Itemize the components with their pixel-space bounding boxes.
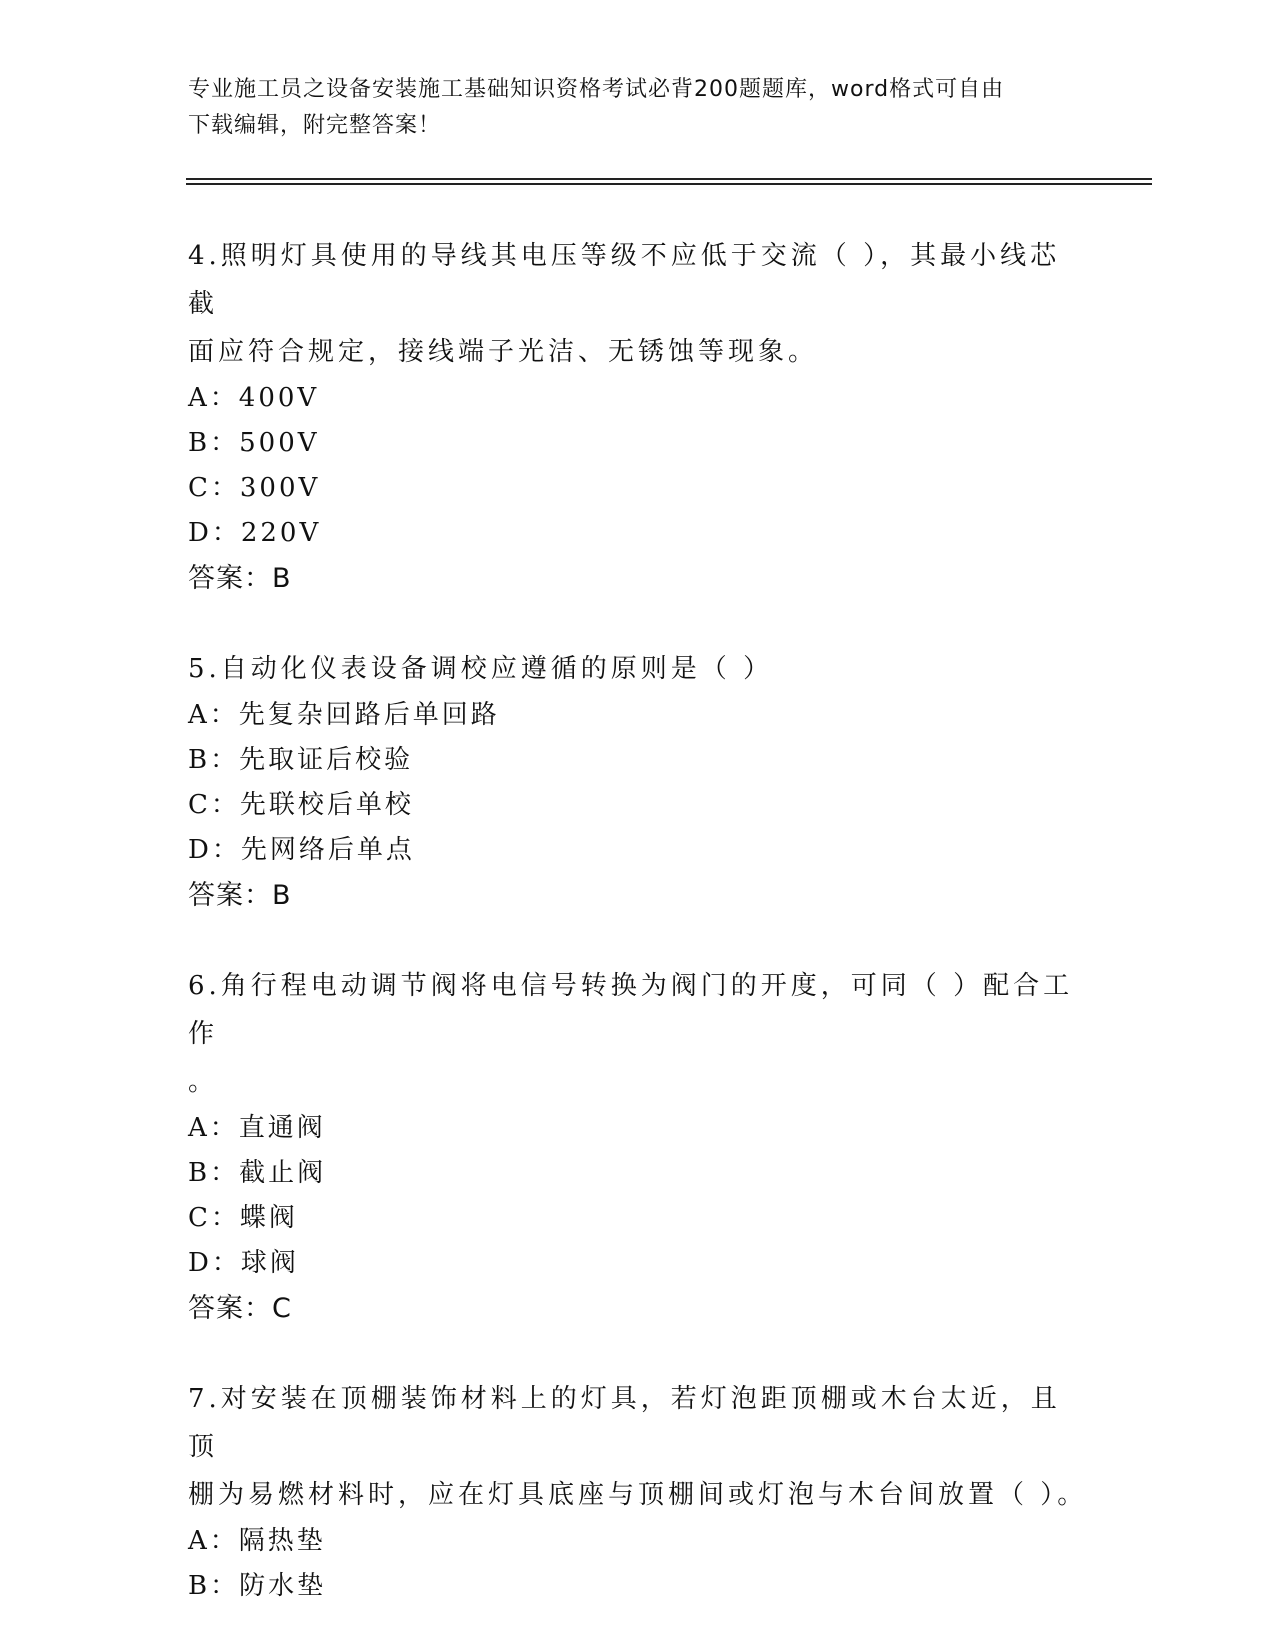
question-stem-line: 棚为易燃材料时，应在灯具底座与顶棚间或灯泡与木台间放置（ ）。 (188, 1480, 1088, 1510)
option-c: C：蝶阀 (188, 1203, 298, 1233)
option-a: A：400V (188, 383, 320, 413)
header-line-2: 下载编辑，附完整答案！ (188, 113, 442, 138)
option-a: A：隔热垫 (188, 1526, 326, 1556)
question-stem-line: 。 (188, 1067, 219, 1097)
option-c: C：先联校后单校 (188, 790, 414, 820)
header-divider-bottom (186, 183, 1152, 185)
option-b: B：500V (188, 428, 320, 458)
question-6 (188, 962, 1088, 1332)
question-stem-line: 6.角行程电动调节阀将电信号转换为阀门的开度，可同（ ）配合工作 (188, 971, 1074, 1049)
option-b: B：先取证后校验 (188, 745, 414, 775)
option-d: D：球阀 (188, 1248, 299, 1278)
question-stem-line: 5.自动化仪表设备调校应遵循的原则是（ ） (188, 654, 774, 684)
option-b: B：防水垫 (188, 1571, 327, 1601)
question-4 (188, 232, 1088, 602)
answer-line: 答案：B (188, 563, 292, 594)
answer-line: 答案：B (188, 880, 292, 911)
question-stem-line: 面应符合规定，接线端子光洁、无锈蚀等现象。 (188, 337, 819, 367)
option-d: D：220V (188, 518, 322, 548)
answer-line: 答案：C (188, 1293, 292, 1324)
question-stem-line: 4.照明灯具使用的导线其电压等级不应低于交流（ ），其最小线芯截 (188, 241, 1061, 319)
header-divider-top (186, 178, 1152, 180)
question-5 (188, 645, 1088, 919)
option-a: A：先复杂回路后单回路 (188, 700, 500, 730)
question-7 (188, 1375, 1088, 1609)
option-b: B：截止阀 (188, 1158, 327, 1188)
question-list (188, 232, 1088, 1652)
option-d: D：先网络后单点 (188, 835, 415, 865)
option-c: C：300V (188, 473, 321, 503)
option-a: A：直通阀 (188, 1113, 326, 1143)
question-stem-line: 7.对安装在顶棚装饰材料上的灯具，若灯泡距顶棚或木台太近，且顶 (188, 1384, 1061, 1462)
header-line-1: 专业施工员之设备安装施工基础知识资格考试必背200题题库，word格式可自由 (188, 77, 1005, 102)
document-header (188, 72, 1068, 144)
